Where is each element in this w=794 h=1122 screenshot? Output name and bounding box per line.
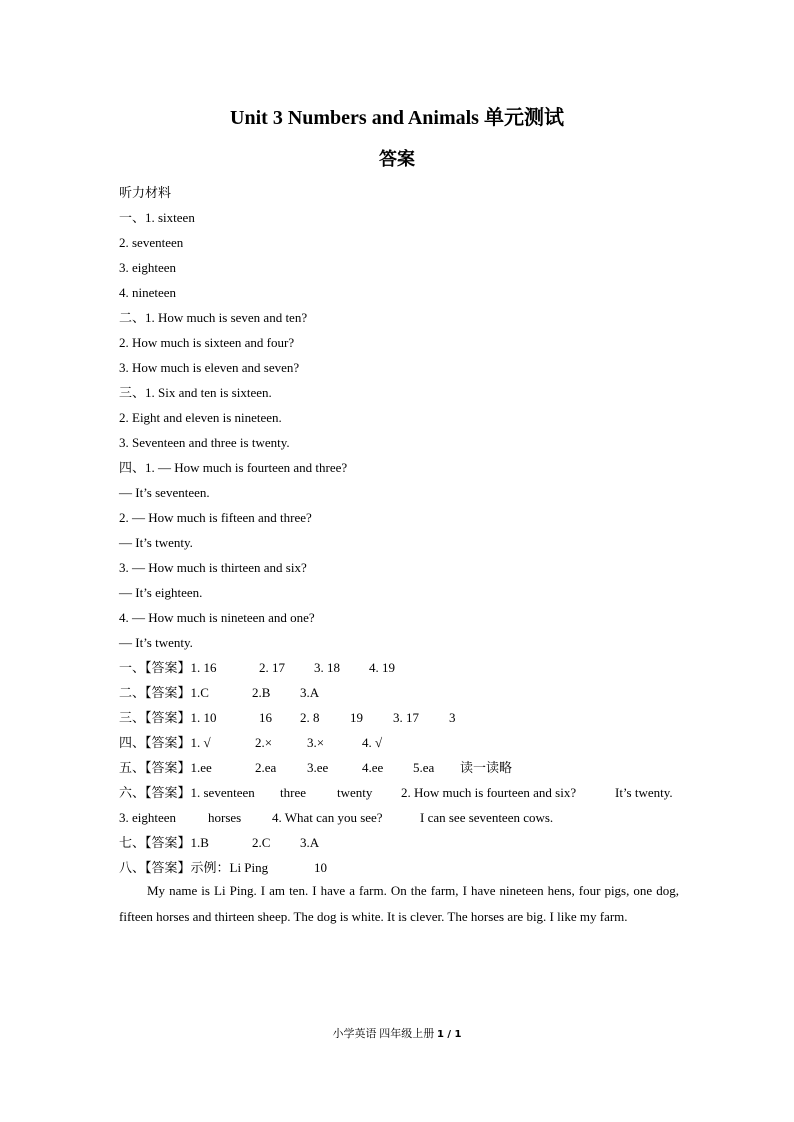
page-footer	[0, 1026, 794, 1043]
page-number: 1 / 1	[436, 1029, 462, 1040]
footer-text: 小学英语 四年级上册	[332, 1028, 435, 1040]
text-line: 3. Seventeen and three is twenty.	[119, 435, 290, 450]
answer-line-9: 八、【答案】示例：Li Ping 10	[119, 860, 327, 875]
answer-line-6: 六、【答案】1. seventeen three twenty 2. How much is fourteen and six? It’s twenty.	[119, 785, 673, 800]
text-line: 2. seventeen	[119, 235, 184, 250]
answer-line-5: 五、【答案】1.ee 2.ea 3.ee 4.ee 5.ea 读一读略	[119, 760, 513, 775]
text-line: 听力材料	[119, 185, 172, 200]
text-line: 一、1. sixteen	[119, 210, 195, 225]
text-line: — It’s eighteen.	[119, 585, 203, 600]
text-line: 4. — How much is nineteen and one?	[119, 610, 315, 625]
text-line: 2. — How much is fifteen and three?	[119, 510, 312, 525]
answer-line-1: 一、【答案】1. 16 2. 17 3. 18 4. 19	[119, 660, 395, 675]
text-line: 3. — How much is thirteen and six?	[119, 560, 307, 575]
answer-line-4: 四、【答案】1. √ 2.× 3.× 4. √	[119, 735, 383, 750]
answer-lines	[119, 180, 679, 880]
text-line: 3. eighteen	[119, 260, 177, 275]
text-line: — It’s twenty.	[119, 535, 193, 550]
sample-essay: My name is Li Ping. I am ten. I have a farm. On the farm, I have nineteen hens, four pigs, one dog, fifteen horses and thirteen sheep. The dog is white. It is clever. The horses are big. I like my farm.	[119, 883, 679, 924]
text-line: — It’s twenty.	[119, 635, 193, 650]
answer-line-2: 二、【答案】1.C 2.B 3.A	[119, 685, 320, 700]
text-line: 四、1. — How much is fourteen and three?	[119, 460, 348, 475]
text-line: 2. Eight and eleven is nineteen.	[119, 410, 282, 425]
document-subtitle: 答案	[379, 149, 415, 169]
text-line: 3. How much is eleven and seven?	[119, 360, 300, 375]
answer-line-8: 七、【答案】1.B 2.C 3.A	[119, 835, 320, 850]
text-line: 4. nineteen	[119, 285, 177, 300]
text-line: 三、1. Six and ten is sixteen.	[119, 385, 272, 400]
text-line: 2. How much is sixteen and four?	[119, 335, 295, 350]
text-line: — It’s seventeen.	[119, 485, 210, 500]
answer-line-7: 3. eighteen horses 4. What can you see? I can see seventeen cows.	[119, 810, 554, 825]
answer-line-3: 三、【答案】1. 10 16 2. 8 19 3. 17 3	[119, 710, 456, 725]
document-title: Unit 3 Numbers and Animals 单元测试	[230, 107, 564, 129]
text-line: 二、1. How much is seven and ten?	[119, 310, 308, 325]
